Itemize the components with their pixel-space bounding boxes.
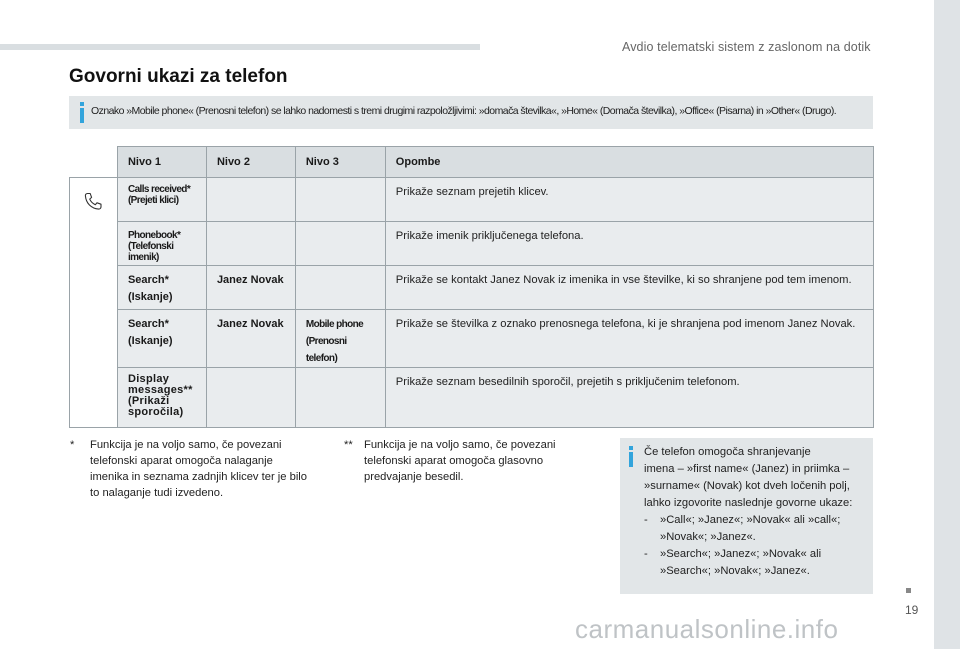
remarks-cell: Prikaže se kontakt Janez Novak iz imenika in vse številke, ki so shranjene pod tem imenom. (395, 274, 852, 286)
page-marker (906, 588, 911, 593)
remarks-cell: Prikaže seznam prejetih klicev. (395, 186, 549, 198)
tip-line: »surname« (Novak) kot dveh ločenih polj, (644, 480, 850, 492)
tip-line: imena – »first name« (Janez) in priimka – (644, 463, 850, 475)
level1-cell: Calls received* (Prejeti klici) (127, 184, 191, 206)
remarks-cell: Prikaže seznam besedilnih sporočil, prejetih s priključenim telefonom. (395, 376, 740, 388)
table-header-empty (70, 147, 118, 178)
table-row (70, 368, 874, 428)
info-icon (77, 102, 91, 123)
table-header-row (70, 147, 874, 178)
tip-line: Če telefon omogoča shranjevanje (644, 446, 811, 458)
level2-cell: Janez Novak (216, 274, 284, 286)
table-header-cell: Nivo 2 (206, 147, 295, 178)
bullet-text-continued: »Novak«; »Janez«. (660, 531, 756, 543)
note-box (69, 96, 873, 129)
remarks-cell: Prikaže se številka z oznako prenosnega telefona, ki je shranjena pod imenom Janez Novak. (395, 318, 856, 330)
table-row (70, 266, 874, 310)
table-row (70, 178, 874, 222)
level3-cell (296, 178, 385, 184)
bullet-text-continued: »Search«; »Novak«; »Janez«. (660, 565, 810, 577)
note-text: Oznako »Mobile phone« (Prenosni telefon) se lahko nadomesti s tremi drugimi razpoložljivimi: »domača številka«, »Home« (Domača številka), »Office« (Pisarna) in »Other« (Drugo). (91, 105, 837, 117)
voice-command-table (69, 146, 874, 428)
page-edge-band (934, 0, 960, 649)
table-header-cell: Nivo 1 (117, 147, 206, 178)
page-title: Govorni ukazi za telefon (69, 66, 288, 87)
section-title: Avdio telematski sistem z zaslonom na dotik (622, 40, 871, 54)
level3-cell: Mobile phone (Prenosni telefon) (305, 319, 364, 364)
level1-cell: Search* (Iskanje) (127, 274, 173, 303)
table-row (70, 222, 874, 266)
level3-cell (296, 222, 385, 228)
tip-text (644, 444, 852, 580)
bullet-text: »Call«; »Janez«; »Novak« ali »call«; (660, 514, 841, 526)
level2-cell: Janez Novak (216, 318, 284, 330)
bullet-text: »Search«; »Janez«; »Novak« ali (660, 548, 822, 560)
level2-cell (207, 178, 295, 184)
header-rule (0, 44, 480, 50)
tip-box (620, 438, 873, 594)
tip-bullet (644, 512, 852, 529)
table-header-cell: Opombe (385, 147, 873, 178)
footnote-mark: ** (344, 439, 353, 451)
bullet-dash: - (644, 548, 648, 560)
bullet-dash: - (644, 514, 648, 526)
phone-icon (81, 190, 105, 214)
row-icon-cell (70, 178, 118, 428)
level1-cell: Phonebook* (Telefonski imenik) (127, 230, 181, 263)
tip-line: lahko izgovorite naslednje govorne ukaze: (644, 497, 853, 509)
level3-cell (296, 368, 385, 374)
tip-bullet (644, 546, 852, 563)
watermark: carmanualsonline.info (575, 614, 839, 644)
table-header-cell: Nivo 3 (295, 147, 385, 178)
level2-cell (207, 368, 295, 374)
remarks-cell: Prikaže imenik priključenega telefona. (395, 230, 584, 242)
footnote-mark: * (70, 439, 75, 451)
level3-cell (296, 266, 385, 272)
table-row (70, 310, 874, 368)
footnote-text: Funkcija je na voljo samo, če povezani telefonski aparat omogoča nalaganje imenika in seznama zadnjih klicev ter je bilo to nalaganje tudi izvedeno. (90, 439, 308, 499)
level1-cell: Display messages** (Prikaži sporočila) (127, 373, 193, 418)
page-number: 19 (905, 603, 919, 617)
level1-cell: Search* (Iskanje) (127, 318, 173, 347)
info-icon (626, 446, 640, 467)
footnote-text: Funkcija je na voljo samo, če povezani telefonski aparat omogoča glasovno predvajanje besedil. (364, 439, 556, 483)
level2-cell (207, 222, 295, 228)
